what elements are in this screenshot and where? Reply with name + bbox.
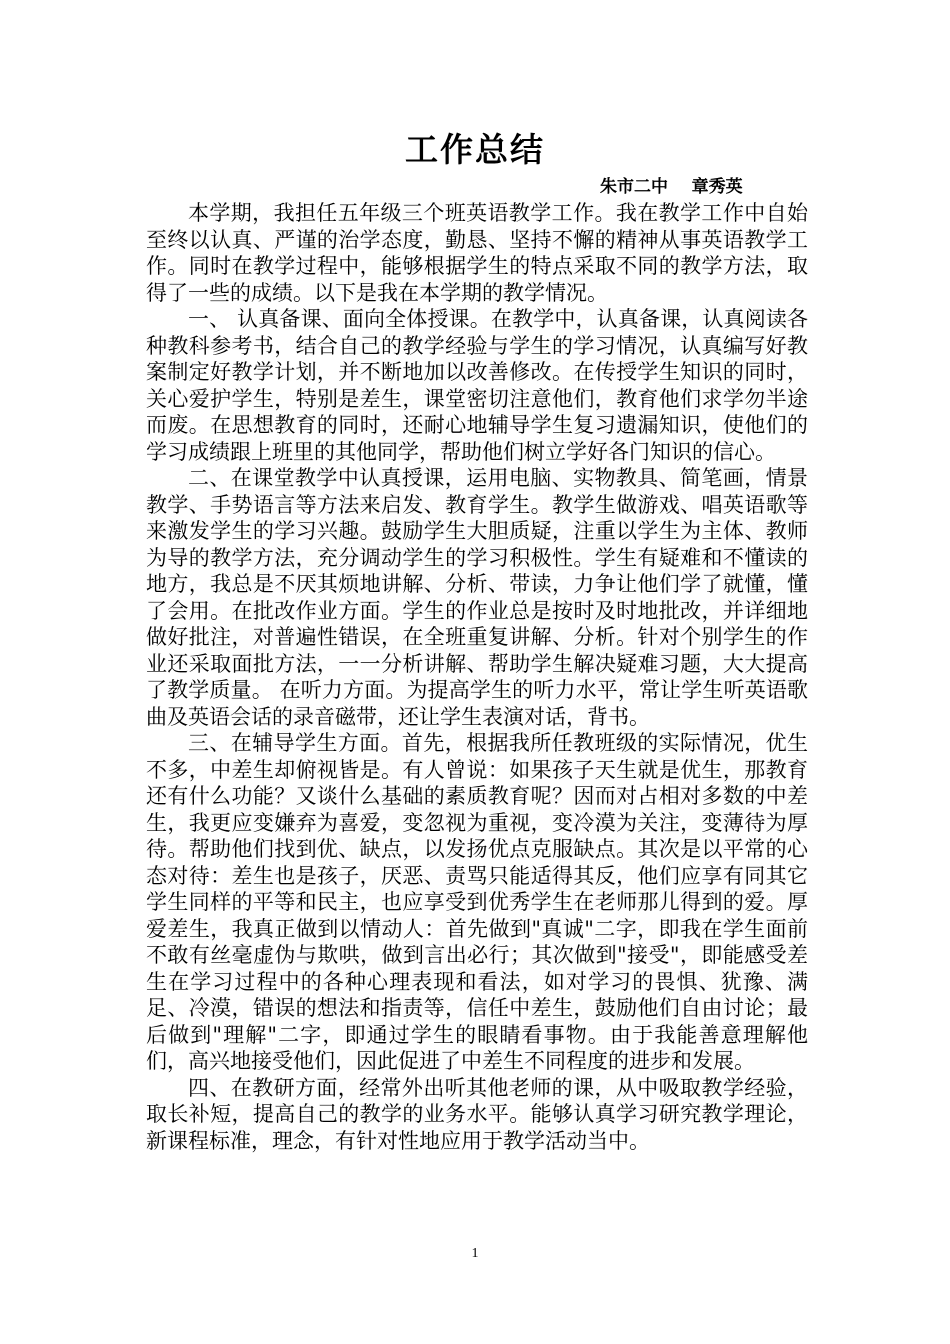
page-number: 1 [471, 1246, 479, 1261]
paragraph-section-3: 三、在辅导学生方面。首先，根据我所任教班级的实际情况，优生不多，中差生却俯视皆是。有人曾说：如果孩子天生就是优生，那教育还有什么功能？又谈什么基础的素质教育呢？因而对占相对多数的中差生，我更应变嫌弃为喜爱，变忽视为重视，变冷漠为关注，变薄待为厚待。帮助他们找到优、缺点，以发扬优点克服缺点。其次是以平常的心态对待：差生也是孩子，厌恶、责骂只能适得其反，他们应享有同其它学生同样的平等和民主，也应享受到优秀学生在老师那儿得到的爱。厚爱差生，我真正做到以情动人：首先做到"真诚"二字，即我在学生面前不敢有丝毫虚伪与欺哄，做到言出必行；其次做到"接受"，即能感受差生在学习过程中的各种心理表现和看法，如对学习的畏惧、犹豫、满足、冷漠，错误的想法和指责等，信任中差生，鼓励他们自由讨论；最后做到"理解"二字，即通过学生的眼睛看事物。由于我能善意理解他们，高兴地接受他们，因此促进了中差生不同程度的进步和发展。 [146, 731, 808, 1073]
paragraph-section-2: 二、在课堂教学中认真授课，运用电脑、实物教具、简笔画，情景教学、手势语言等方法来启发、教育学生。教学生做游戏、唱英语歌等来激发学生的学习兴趣。鼓励学生大胆质疑，注重以学生为主体、教师为导的教学方法，充分调动学生的学习积极性。学生有疑难和不懂读的地方，我总是不厌其烦地讲解、分析、带读，力争让他们学了就懂，懂了会用。在批改作业方面。学生的作业总是按时及时地批改，并详细地做好批注，对普遍性错误，在全班重复讲解、分析。针对个别学生的作业还采取面批方法，一一分析讲解、帮助学生解决疑难习题，大大提高了教学质量。 在听力方面。为提高学生的听力水平，常让学生听英语歌曲及英语会话的录音磁带，还让学生表演对话，背书。 [146, 466, 808, 729]
paragraph-section-1: 一、 认真备课、面向全体授课。在教学中，认真备课，认真阅读各种教科参考书，结合自己的教学经验与学生的学习情况，认真编写好教案制定好教学计划，并不断地加以改善修改。在传授学生知识的同时，关心爱护学生，特别是差生，课堂密切注意他们，教育他们求学勿半途而废。在思想教育的同时，还耐心地辅导学生复习遗漏知识，使他们的学习成绩跟上班里的其他同学，帮助他们树立学好各门知识的信心。 [146, 307, 808, 464]
document-body [146, 200, 808, 1154]
document-title: 工作总结 [405, 130, 545, 169]
paragraph-intro: 本学期，我担任五年级三个班英语教学工作。我在教学工作中自始至终以认真、严谨的治学态度，勤恳、坚持不懈的精神从事英语教学工作。同时在教学过程中，能够根据学生的特点采取不同的教学方法，取得了一些的成绩。以下是我在本学期的教学情况。 [146, 201, 808, 305]
author-line: 朱市二中 章秀英 [600, 177, 743, 197]
paragraph-section-4: 四、在教研方面，经常外出听其他老师的课，从中吸取教学经验，取长补短，提高自己的教学的业务水平。能够认真学习研究教学理论，新课程标准，理念，有针对性地应用于教学活动当中。 [146, 1075, 808, 1153]
